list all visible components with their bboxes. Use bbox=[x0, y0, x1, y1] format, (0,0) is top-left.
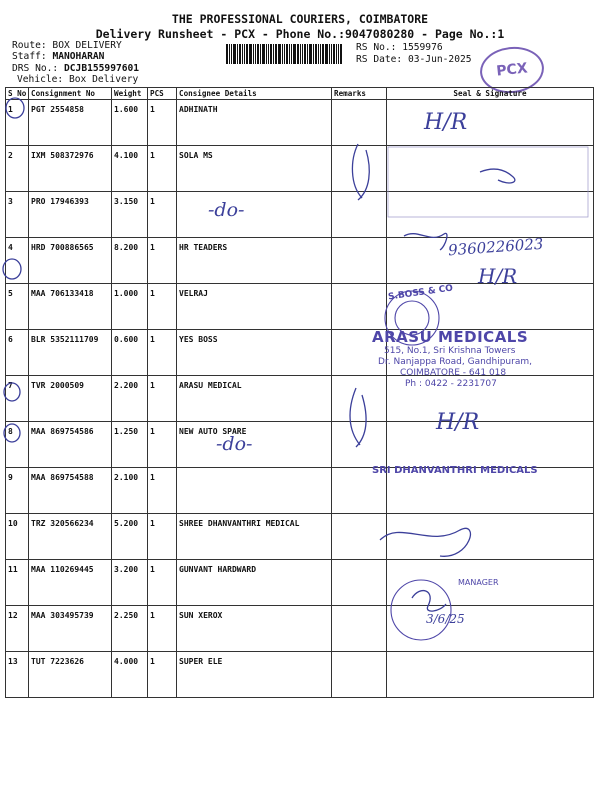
handwritten-hr-3: H/R bbox=[436, 410, 480, 435]
table-row bbox=[6, 100, 594, 146]
barcode-bar bbox=[242, 44, 243, 64]
barcode-bar bbox=[231, 44, 232, 64]
arasu-stamp-addr1: 515, No.1, Sri Krishna Towers bbox=[384, 346, 516, 356]
barcode-bar bbox=[246, 44, 248, 64]
row-remarks bbox=[332, 514, 387, 560]
company-title: THE PROFESSIONAL COURIERS, COIMBATORE bbox=[171, 12, 429, 26]
row-remarks bbox=[332, 192, 387, 238]
row-sno: 4 bbox=[6, 238, 29, 284]
row-pcs: 1 bbox=[148, 422, 177, 468]
arasu-stamp-name: ARASU MEDICALS bbox=[372, 328, 529, 346]
row-consignee bbox=[177, 192, 332, 238]
row-consignment-no: PRO 17946393 bbox=[29, 192, 112, 238]
barcode-bar bbox=[286, 44, 288, 64]
barcode-bar bbox=[318, 44, 319, 64]
row-pcs: 1 bbox=[148, 376, 177, 422]
row-seal bbox=[387, 468, 594, 514]
barcode-bar bbox=[338, 44, 339, 64]
table-row bbox=[6, 468, 594, 514]
row-consignee: VELRAJ bbox=[177, 284, 332, 330]
row-remarks bbox=[332, 376, 387, 422]
drs-label: DRS No.: bbox=[12, 63, 59, 74]
barcode-bar bbox=[275, 44, 277, 64]
barcode-bar bbox=[297, 44, 299, 64]
pcx-stamp: PCX bbox=[478, 44, 546, 96]
barcode-bar bbox=[325, 44, 328, 64]
row-consignment-no: MAA 303495739 bbox=[29, 606, 112, 652]
row-seal bbox=[387, 422, 594, 468]
table-row bbox=[6, 514, 594, 560]
row-pcs: 1 bbox=[148, 100, 177, 146]
row-pcs: 1 bbox=[148, 284, 177, 330]
table-row bbox=[6, 560, 594, 606]
barcode-bar bbox=[331, 44, 332, 64]
row-consignment-no: TRZ 320566234 bbox=[29, 514, 112, 560]
row-remarks bbox=[332, 146, 387, 192]
arasu-stamp-phone: Ph : 0422 - 2231707 bbox=[405, 379, 497, 389]
row-weight: 3.200 bbox=[112, 560, 148, 606]
row-pcs: 1 bbox=[148, 146, 177, 192]
barcode-bar bbox=[315, 44, 317, 64]
row-consignee: SUN XEROX bbox=[177, 606, 332, 652]
row-sno: 7 bbox=[6, 376, 29, 422]
row-pcs: 1 bbox=[148, 330, 177, 376]
barcode-bar bbox=[253, 44, 254, 64]
barcode-bar bbox=[309, 44, 312, 64]
col-seal: Seal & Signature bbox=[387, 88, 594, 100]
barcode-bar bbox=[278, 44, 281, 64]
row-weight: 2.250 bbox=[112, 606, 148, 652]
row-remarks bbox=[332, 330, 387, 376]
barcode-bar bbox=[239, 44, 241, 64]
row-sno: 5 bbox=[6, 284, 29, 330]
row-seal bbox=[387, 238, 594, 284]
row-remarks bbox=[332, 606, 387, 652]
row-consignee: SHREE DHANVANTHRI MEDICAL bbox=[177, 514, 332, 560]
row-weight: 0.600 bbox=[112, 330, 148, 376]
row-weight: 4.100 bbox=[112, 146, 148, 192]
row-remarks bbox=[332, 238, 387, 284]
barcode-bar bbox=[333, 44, 335, 64]
barcode-bar bbox=[273, 44, 274, 64]
vehicle-line: Vehicle: Box Delivery bbox=[17, 74, 139, 85]
barcode-bar bbox=[322, 44, 324, 64]
barcode-bar bbox=[268, 44, 269, 64]
route-line: Route: BOX DELIVERY bbox=[12, 40, 122, 51]
row-seal bbox=[387, 560, 594, 606]
row-consignee: ARASU MEDICAL bbox=[177, 376, 332, 422]
row-seal bbox=[387, 330, 594, 376]
barcode-bar bbox=[237, 44, 238, 64]
row-weight: 2.200 bbox=[112, 376, 148, 422]
handwritten-date: 3/6/25 bbox=[426, 612, 465, 626]
barcode-bar bbox=[260, 44, 261, 64]
row-consignment-no: PGT 2554858 bbox=[29, 100, 112, 146]
row-sno: 10 bbox=[6, 514, 29, 560]
table-row bbox=[6, 376, 594, 422]
row-pcs: 1 bbox=[148, 468, 177, 514]
handwritten-phone: 9360226023 bbox=[447, 234, 544, 260]
row-sno: 9 bbox=[6, 468, 29, 514]
barcode-bar bbox=[289, 44, 290, 64]
row-consignee: YES BOSS bbox=[177, 330, 332, 376]
row-seal bbox=[387, 606, 594, 652]
handwritten-hr-1: H/R bbox=[424, 110, 468, 135]
row-seal bbox=[387, 146, 594, 192]
barcode bbox=[226, 44, 350, 64]
barcode-bar bbox=[249, 44, 252, 64]
barcode-bar bbox=[244, 44, 245, 64]
row-pcs: 1 bbox=[148, 238, 177, 284]
row-sno: 6 bbox=[6, 330, 29, 376]
row-seal bbox=[387, 376, 594, 422]
row-sno: 11 bbox=[6, 560, 29, 606]
row-weight: 4.000 bbox=[112, 652, 148, 698]
barcode-bar bbox=[229, 44, 230, 64]
row-consignee: NEW AUTO SPARE bbox=[177, 422, 332, 468]
row-weight: 8.200 bbox=[112, 238, 148, 284]
runsheet-subtitle: Delivery Runsheet - PCX - Phone No.:9047080280 - Page No.:1 bbox=[95, 27, 505, 41]
barcode-bar bbox=[257, 44, 259, 64]
col-remarks: Remarks bbox=[332, 88, 387, 100]
row-weight: 3.150 bbox=[112, 192, 148, 238]
dhanvanthri-stamp: SRI DHANVANTHRI MEDICALS bbox=[372, 465, 538, 476]
row-sno: 12 bbox=[6, 606, 29, 652]
row-weight: 1.000 bbox=[112, 284, 148, 330]
row-seal bbox=[387, 652, 594, 698]
row-seal bbox=[387, 514, 594, 560]
barcode-bar bbox=[336, 44, 337, 64]
barcode-bar bbox=[255, 44, 256, 64]
row-sno: 3 bbox=[6, 192, 29, 238]
arasu-stamp-addr2: Dr. Nanjappa Road, Gandhipuram, bbox=[378, 357, 532, 367]
staff-line bbox=[12, 51, 104, 62]
row-consignee: GUNVANT HARDWARD bbox=[177, 560, 332, 606]
manager-stamp: MANAGER bbox=[458, 578, 499, 587]
barcode-bar bbox=[329, 44, 330, 64]
row-pcs: 1 bbox=[148, 606, 177, 652]
rs-date: RS Date: 03-Jun-2025 bbox=[356, 54, 472, 65]
row-sno: 2 bbox=[6, 146, 29, 192]
staff-label: Staff: bbox=[12, 51, 47, 62]
col-consignment: Consignment No bbox=[29, 88, 112, 100]
table-row bbox=[6, 146, 594, 192]
row-sno: 13 bbox=[6, 652, 29, 698]
table-row bbox=[6, 606, 594, 652]
row-seal bbox=[387, 284, 594, 330]
runsheet-table bbox=[5, 87, 594, 698]
row-consignment-no: MAA 869754588 bbox=[29, 468, 112, 514]
table-header bbox=[6, 88, 594, 100]
row-consignment-no: MAA 706133418 bbox=[29, 284, 112, 330]
staff-value: MANOHARAN bbox=[52, 51, 105, 62]
row-consignee: SOLA MS bbox=[177, 146, 332, 192]
table-row bbox=[6, 330, 594, 376]
row-consignment-no: TUT 7223626 bbox=[29, 652, 112, 698]
row-remarks bbox=[332, 422, 387, 468]
barcode-bar bbox=[226, 44, 228, 64]
rs-number: RS No.: 1559976 bbox=[356, 42, 443, 53]
barcode-bar bbox=[313, 44, 314, 64]
table-row bbox=[6, 652, 594, 698]
barcode-bar bbox=[284, 44, 285, 64]
row-consignee: HR TEADERS bbox=[177, 238, 332, 284]
barcode-bar bbox=[291, 44, 292, 64]
row-pcs: 1 bbox=[148, 514, 177, 560]
row-remarks bbox=[332, 652, 387, 698]
row-weight: 2.100 bbox=[112, 468, 148, 514]
row-consignment-no: HRD 700886565 bbox=[29, 238, 112, 284]
barcode-bar bbox=[262, 44, 265, 64]
row-remarks bbox=[332, 100, 387, 146]
row-consignee bbox=[177, 468, 332, 514]
table-row bbox=[6, 238, 594, 284]
barcode-bar bbox=[266, 44, 267, 64]
col-weight: Weight bbox=[112, 88, 148, 100]
drs-line bbox=[12, 63, 139, 74]
barcode-bar bbox=[270, 44, 272, 64]
barcode-bar bbox=[233, 44, 236, 64]
handwritten-ditto-1: -do- bbox=[208, 199, 245, 221]
barcode-bar bbox=[304, 44, 306, 64]
table-row bbox=[6, 284, 594, 330]
row-consignment-no: IXM 508372976 bbox=[29, 146, 112, 192]
col-consignee: Consignee Details bbox=[177, 88, 332, 100]
barcode-bar bbox=[340, 44, 342, 64]
barcode-bar bbox=[320, 44, 321, 64]
barcode-bar bbox=[282, 44, 283, 64]
row-weight: 1.600 bbox=[112, 100, 148, 146]
row-consignment-no: MAA 110269445 bbox=[29, 560, 112, 606]
row-consignee: ADHINATH bbox=[177, 100, 332, 146]
barcode-bar bbox=[307, 44, 308, 64]
row-seal bbox=[387, 100, 594, 146]
table-row bbox=[6, 192, 594, 238]
handwritten-hr-2: H/R bbox=[478, 264, 518, 288]
row-weight: 1.250 bbox=[112, 422, 148, 468]
row-remarks bbox=[332, 468, 387, 514]
col-pcs: PCS bbox=[148, 88, 177, 100]
table-row bbox=[6, 422, 594, 468]
row-weight: 5.200 bbox=[112, 514, 148, 560]
row-consignee: SUPER ELE bbox=[177, 652, 332, 698]
row-consignment-no: BLR 5352111709 bbox=[29, 330, 112, 376]
row-sno: 1 bbox=[6, 100, 29, 146]
row-seal bbox=[387, 192, 594, 238]
arasu-stamp-addr3: COIMBATORE - 641 018 bbox=[400, 368, 507, 378]
barcode-bar bbox=[302, 44, 303, 64]
barcode-bar bbox=[300, 44, 301, 64]
row-sno: 8 bbox=[6, 422, 29, 468]
drs-value: DCJB155997601 bbox=[64, 63, 140, 74]
row-pcs: 1 bbox=[148, 652, 177, 698]
row-pcs: 1 bbox=[148, 560, 177, 606]
row-remarks bbox=[332, 560, 387, 606]
handwritten-ditto-2: -do- bbox=[216, 433, 253, 455]
boss-stamp-text: S.BOSS & CO bbox=[387, 283, 454, 303]
row-remarks bbox=[332, 284, 387, 330]
barcode-bar bbox=[293, 44, 296, 64]
row-consignment-no: MAA 869754586 bbox=[29, 422, 112, 468]
row-consignment-no: TVR 2000509 bbox=[29, 376, 112, 422]
col-sno: S No bbox=[6, 88, 29, 100]
row-pcs: 1 bbox=[148, 192, 177, 238]
